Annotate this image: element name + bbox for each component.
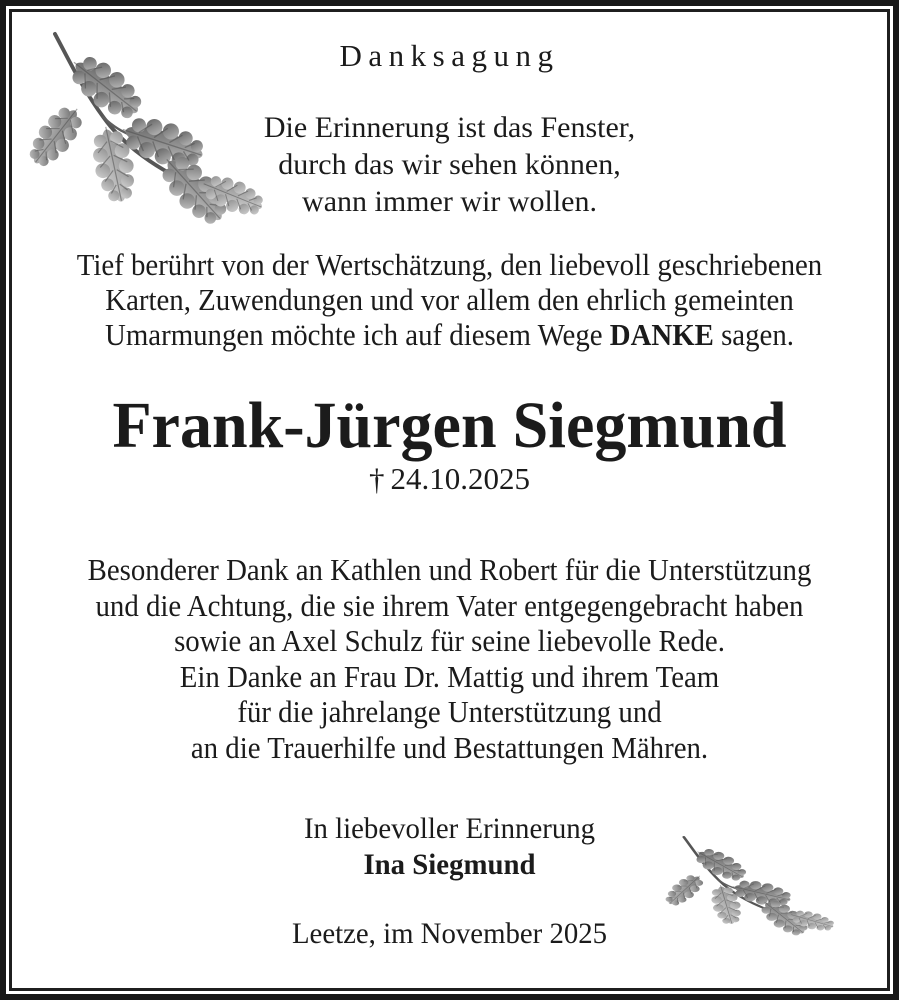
ack-line: für die jahrelange Unterstützung und xyxy=(237,694,662,729)
closing-line: In liebevoller Erinnerung xyxy=(303,812,596,845)
thanks-intro xyxy=(43,247,857,352)
notice-title: Danksagung xyxy=(339,38,560,73)
intro-last-after: sagen. xyxy=(713,317,794,352)
intro-line: Tief berührt von der Wertschätzung, den liebevoll geschriebenen xyxy=(76,247,823,282)
place-date-line: Leetze, im November 2025 xyxy=(291,917,608,950)
deceased-name: Frank-Jürgen Siegmund xyxy=(112,389,787,462)
death-date: 24.10.2025 xyxy=(390,461,530,496)
verse-line: wann immer wir wollen. xyxy=(302,185,597,218)
verse-line: durch das wir sehen können, xyxy=(278,148,621,181)
oak-branch-icon xyxy=(660,834,842,952)
mourner-name: Ina Siegmund xyxy=(363,848,536,881)
death-date-line xyxy=(12,461,887,496)
intro-line xyxy=(43,317,857,352)
verse-line: Die Erinnerung ist das Fenster, xyxy=(263,111,636,144)
frame-mat xyxy=(6,6,893,994)
ack-line: Besonderer Dank an Kathlen und Robert für die Unterstützung xyxy=(87,552,812,587)
danke-emphasis: DANKE xyxy=(609,317,714,352)
ack-line: Ein Danke an Frau Dr. Mattig und ihrem Team xyxy=(179,658,720,694)
intro-last-before: Umarmungen möchte ich auf diesem Wege xyxy=(105,317,610,352)
notice-card xyxy=(9,9,890,991)
ack-line: und die Achtung, die sie ihrem Vater entgegengebracht haben xyxy=(95,587,804,623)
memorial-verse xyxy=(12,109,887,220)
acknowledgement-text xyxy=(43,552,857,765)
intro-line: Karten, Zuwendungen und vor allem den ehrlich gemeinten xyxy=(105,282,794,317)
dagger-cross-icon: † xyxy=(369,462,385,497)
ack-line: sowie an Axel Schulz für seine liebevolle Rede. xyxy=(174,623,725,658)
ack-line: an die Trauerhilfe und Bestattungen Mähren. xyxy=(190,729,709,765)
